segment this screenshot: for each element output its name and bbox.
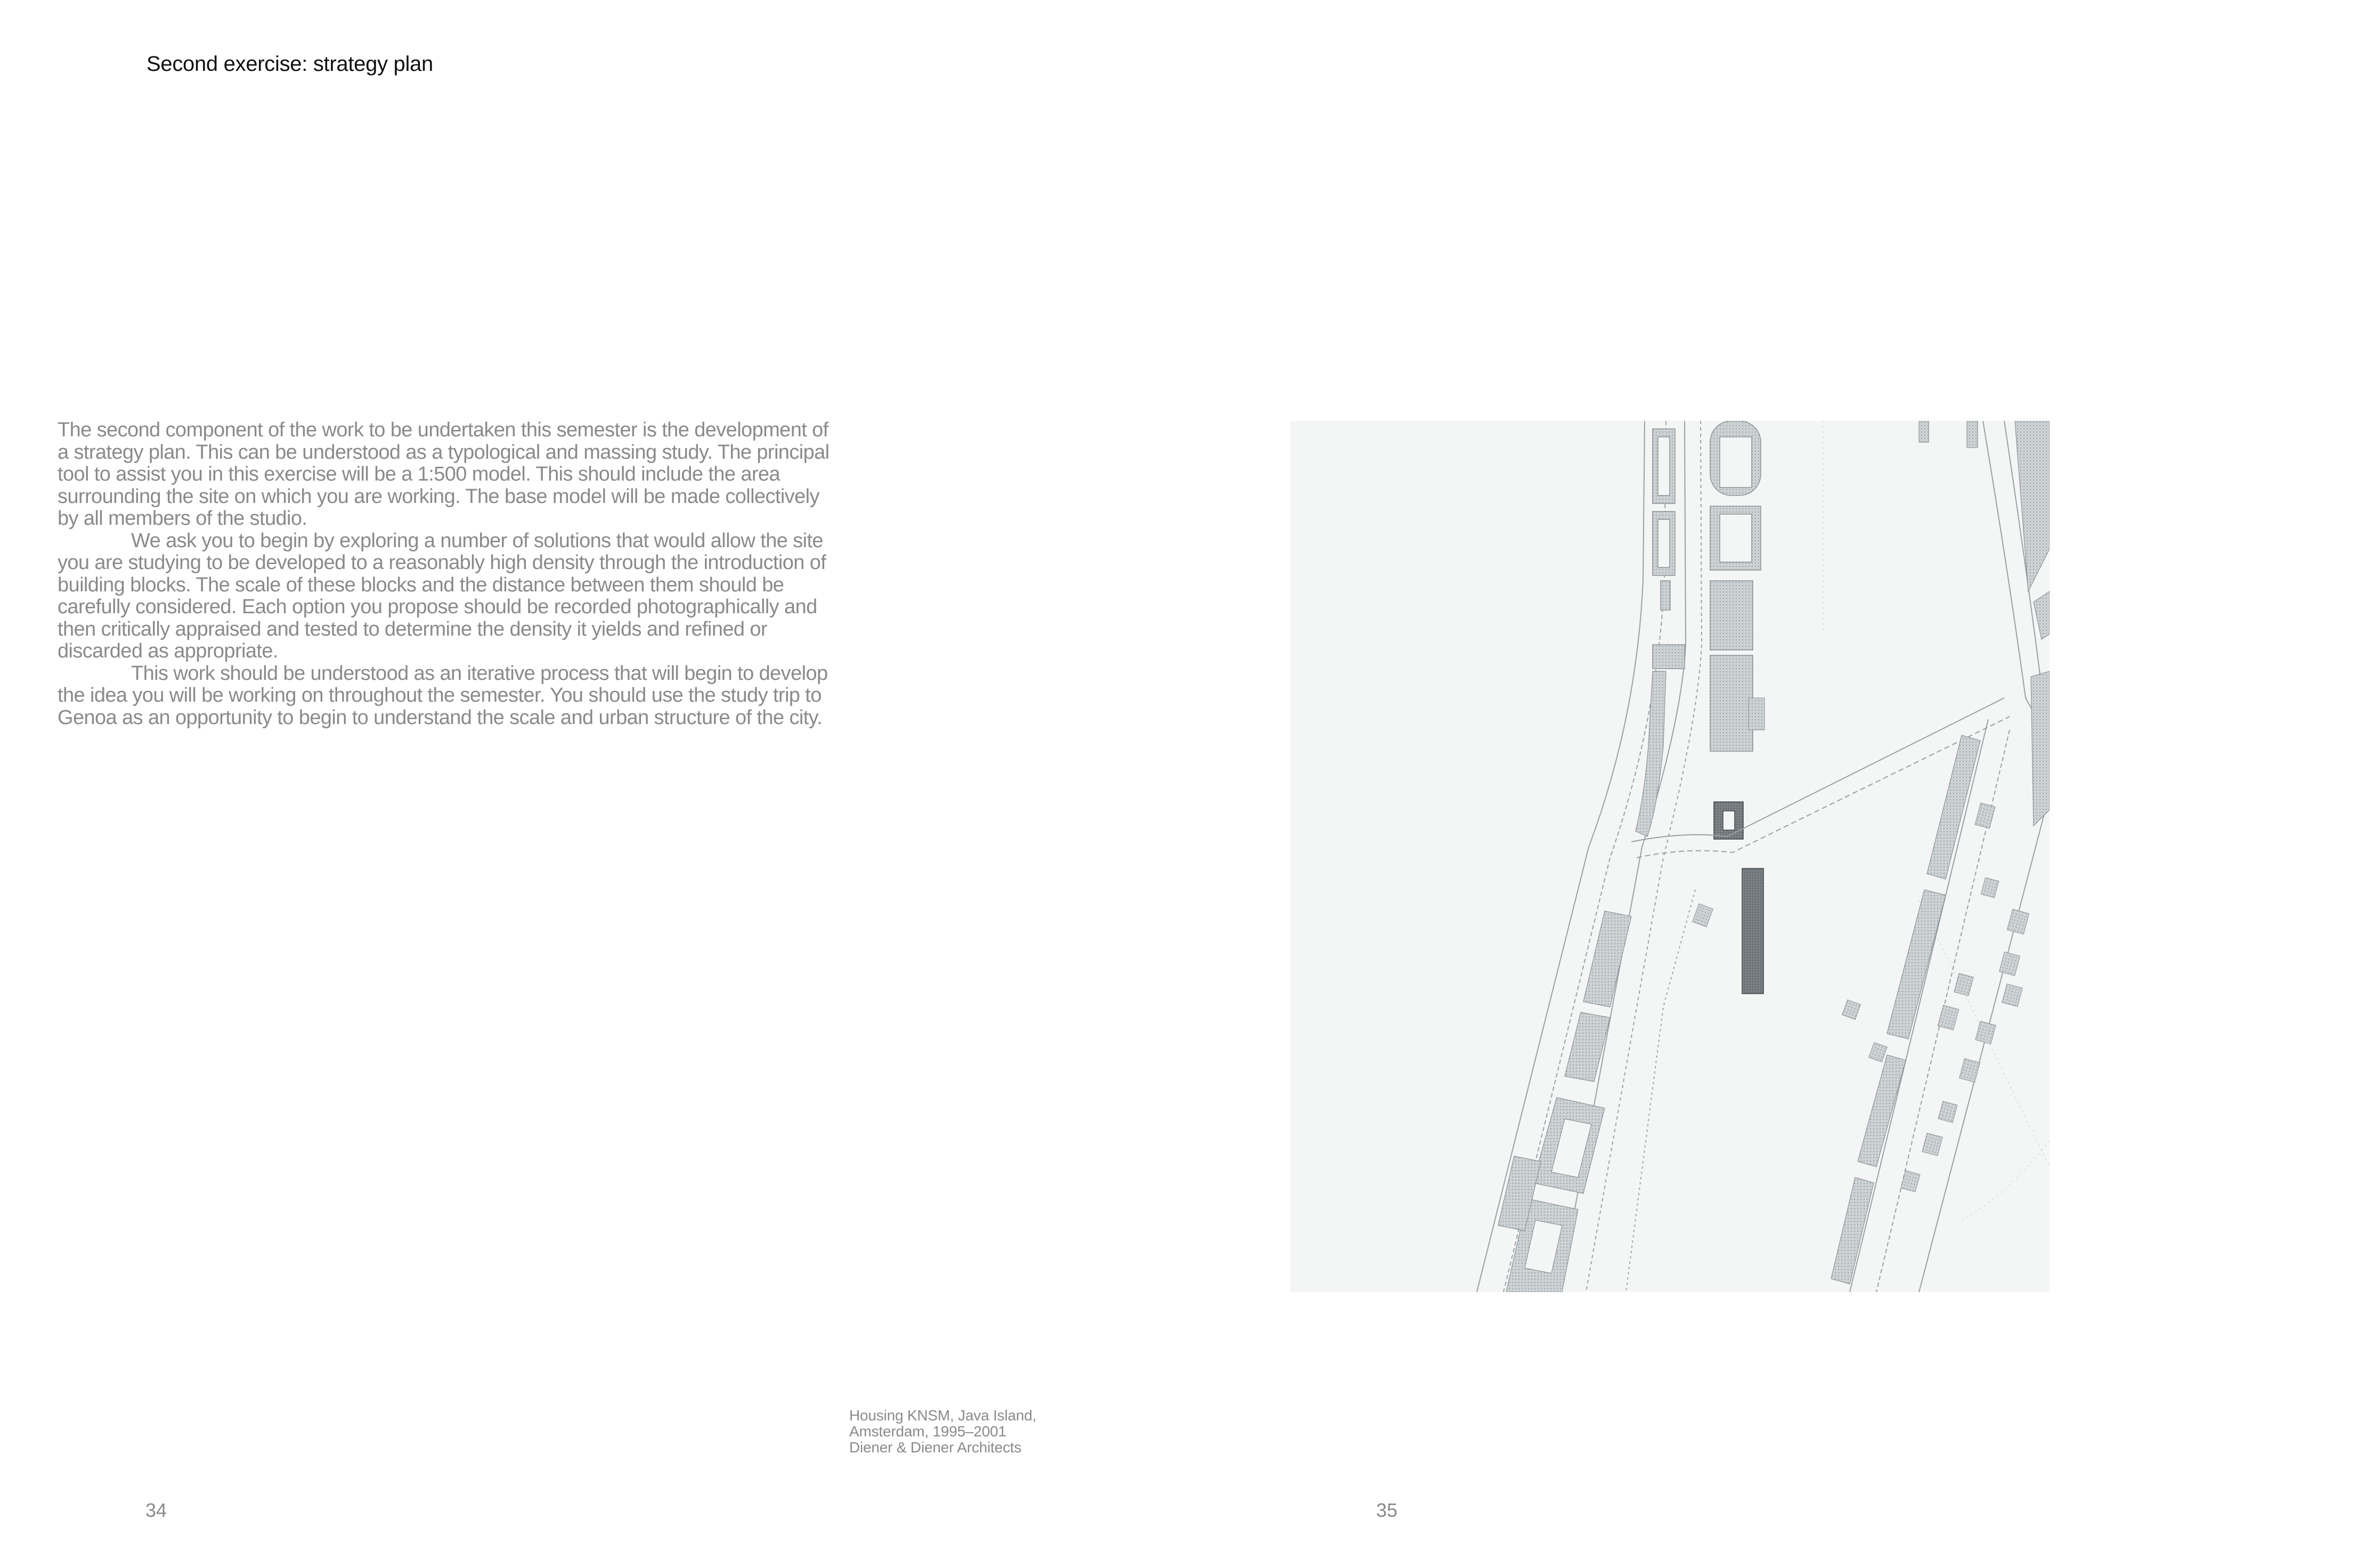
paragraph-2: We ask you to begin by exploring a number of solutions that would allow the site you are studying to be developed to a reasonably high density through the introduction of building blocks. The scale of these blocks and the distance between them should be carefully considered. Each option you propose should be recorded photographically and then critically appraised and tested to determine the density it yields and refined or discarded as appropriate. — [58, 529, 826, 662]
figure-caption — [849, 1408, 1036, 1456]
caption-line-2: Amsterdam, 1995–2001 — [849, 1423, 1006, 1440]
site-plan-figure — [1290, 421, 2050, 1292]
detached-houses — [1901, 803, 2029, 1192]
caption-line-3: Diener & Diener Architects — [849, 1439, 1022, 1456]
lower-left-blocks — [1498, 911, 1631, 1292]
caption-line-1: Housing KNSM, Java Island, — [849, 1407, 1037, 1424]
section-title: Second exercise: strategy plan — [147, 52, 433, 76]
body-text — [58, 419, 841, 729]
page-number-left: 34 — [145, 1499, 167, 1521]
page-number-right: 35 — [1376, 1499, 1398, 1521]
site-plan-drawing — [1290, 421, 2050, 1292]
paragraph-1: The second component of the work to be undertaken this semester is the development of a strategy plan. This can be understood as a typological and massing study. The principal tool to assist you in this exercise will be a 1:500 model. This should include the area surrounding the site on which you are working. The base model will be made collectively by all members of the studio. — [58, 419, 830, 530]
right-blocks — [1831, 421, 2050, 1284]
paragraph-3: This work should be understood as an iterative process that will begin to develop the idea you will be working on throughout the semester. You should use the study trip to Genoa as an opportunity to begin to understand the scale and urban structure of the city. — [58, 662, 828, 729]
